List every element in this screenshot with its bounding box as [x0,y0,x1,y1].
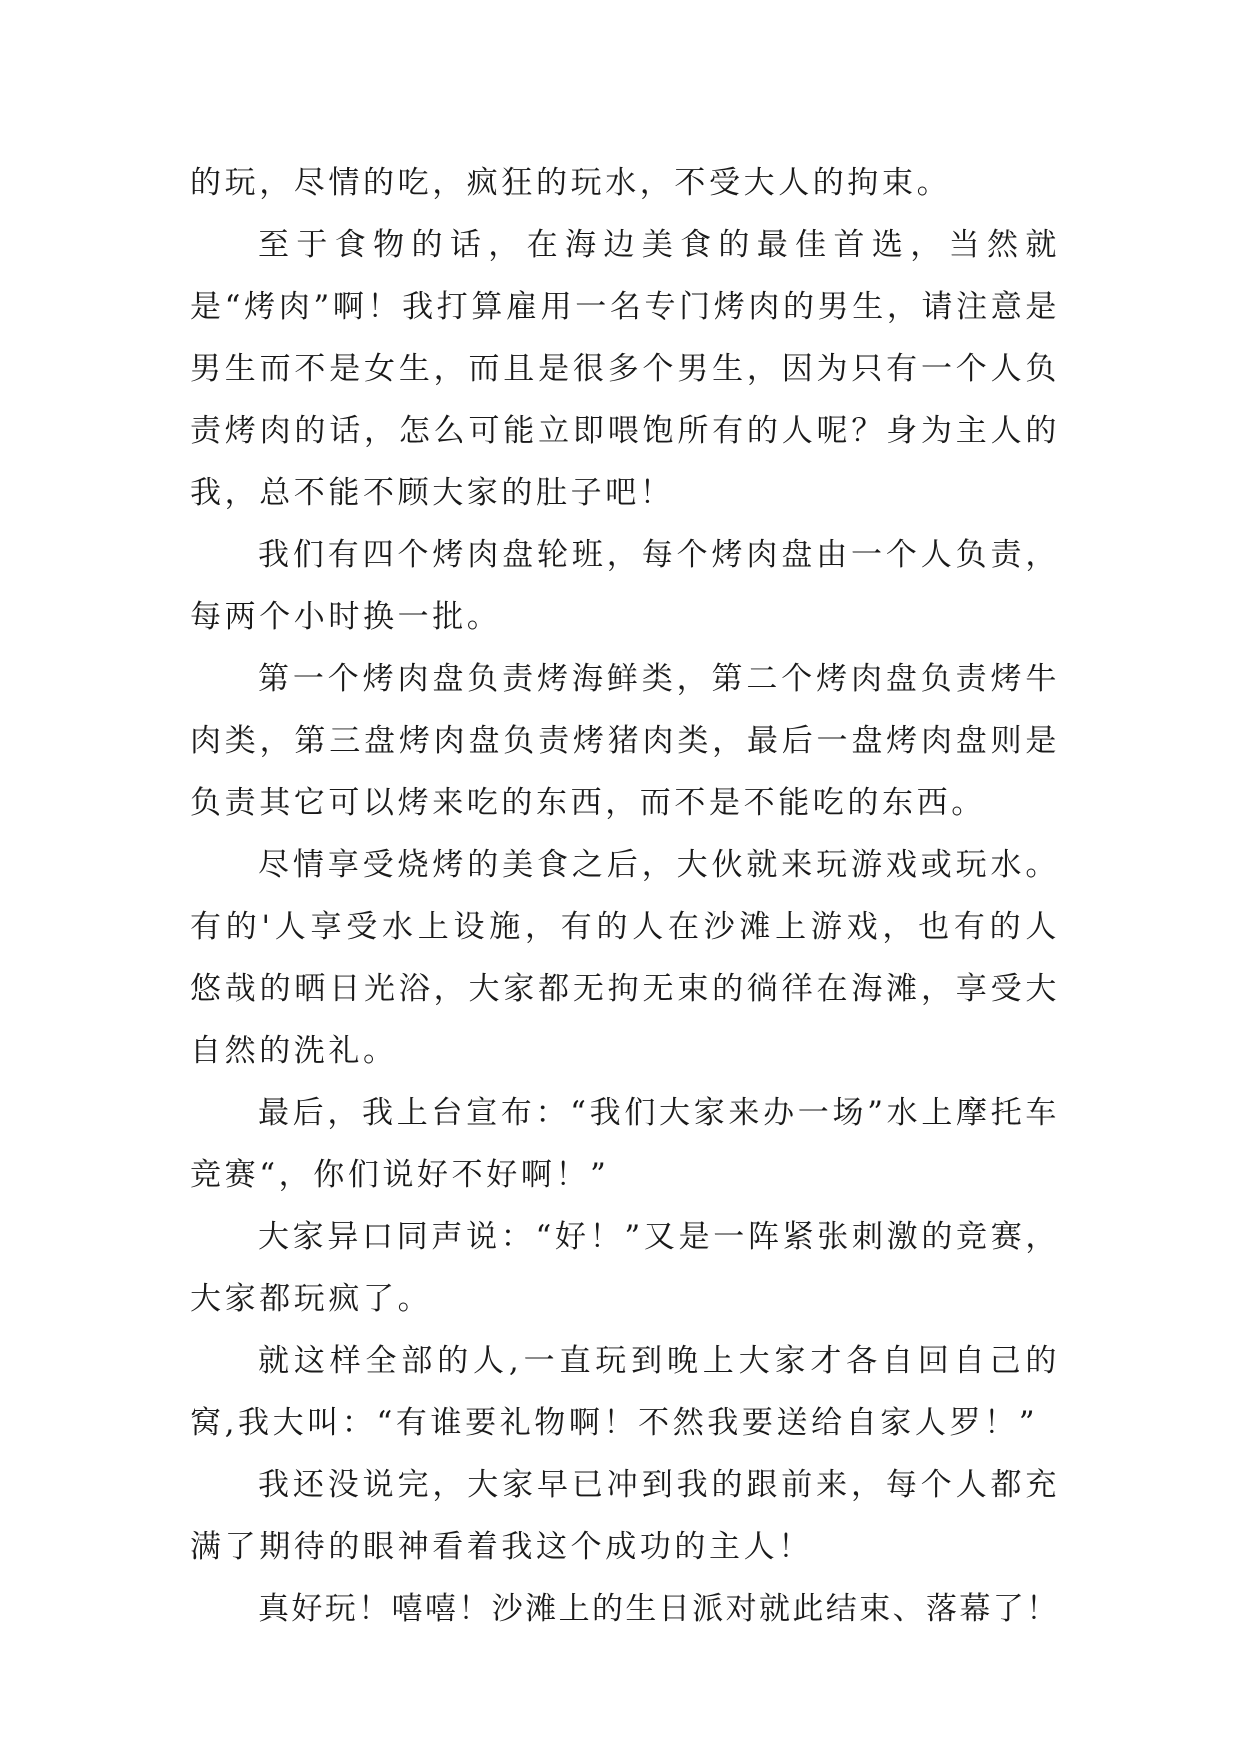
paragraph-2: 至于食物的话，在海边美食的最佳首选，当然就是“烤肉”啊！我打算雇用一名专门烤肉的男生，请注意是男生而不是女生，而且是很多个男生，因为只有一个人负责烤肉的话，怎么可能立即喂饱所有的人呢？身为主人的我，总不能不顾大家的肚子吧！ [190,227,1060,511]
article-body [190,152,1060,1640]
paragraph-1: 的玩，尽情的吃，疯狂的玩水，不受大人的拘束。 [190,165,952,201]
paragraph-8: 就这样全部的人,一直玩到晚上大家才各自回自己的窝,我大叫：“有谁要礼物啊！不然我要送给自家人罗！” [190,1343,1060,1441]
paragraph-3: 我们有四个烤肉盘轮班，每个烤肉盘由一个人负责，每两个小时换一批。 [190,537,1060,635]
paragraph-6: 最后，我上台宣布：“我们大家来办一场”水上摩托车竞赛“，你们说好不好啊！” [190,1095,1060,1193]
paragraph-4: 第一个烤肉盘负责烤海鲜类，第二个烤肉盘负责烤牛肉类，第三盘烤肉盘负责烤猪肉类，最后一盘烤肉盘则是负责其它可以烤来吃的东西，而不是不能吃的东西。 [190,661,1060,821]
paragraph-5: 尽情享受烧烤的美食之后，大伙就来玩游戏或玩水。有的'人享受水上设施，有的人在沙滩上游戏，也有的人悠哉的晒日光浴，大家都无拘无束的徜徉在海滩，享受大自然的洗礼。 [190,847,1060,1069]
paragraph-10: 真好玩！嘻嘻！沙滩上的生日派对就此结束、落幕了！ [258,1591,1060,1627]
paragraph-7: 大家异口同声说：“好！”又是一阵紧张刺激的竞赛，大家都玩疯了。 [190,1219,1060,1317]
paragraph-9: 我还没说完，大家早已冲到我的跟前来，每个人都充满了期待的眼神看着我这个成功的主人！ [190,1467,1060,1565]
